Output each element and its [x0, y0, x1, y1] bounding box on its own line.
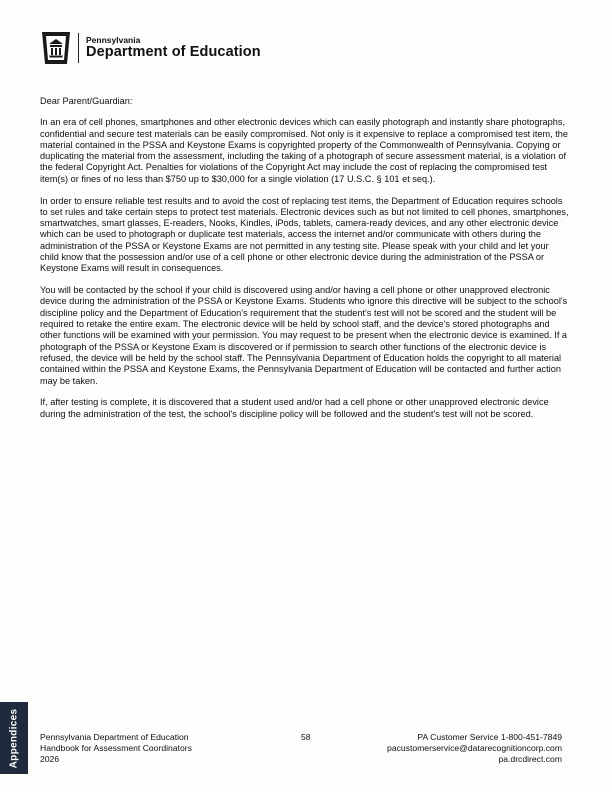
footer-customer-service: PA Customer Service 1-800-451-7849 [417, 732, 562, 742]
letter-paragraph: In order to ensure reliable test results and to avoid the cost of replacing test items, the Department of Education requires schools to set rules and take certain steps to protect test materials. Electronic devices such as but not limited to cell phones, smartphones, smartwatches, smart glasses, E-readers, Nooks, Kindles, iPods, tablets, camera-ready devices, and any other electronic device which can be used to photograph or duplicate test materials, access the internet and/or communicate with others during the administration of the PSSA or Keystone Exams are not permitted in any testing site. Please speak with your child and let your child know that the possession and/or use of a cell phone or other electronic device during the administration of the PSSA or Keystone Exams will result in consequences. [40, 195, 569, 274]
appendices-tab-label: Appendices [8, 708, 20, 768]
footer-left [40, 732, 192, 765]
page-number: 58 [301, 732, 311, 742]
footer-year: 2026 [40, 754, 60, 764]
letter-body [40, 96, 570, 430]
letter-paragraph: You will be contacted by the school if your child is discovered using and/or having a cell phone or other unapproved electronic device during the administration of the PSSA or Keystone Exams. Students who ignore this directive will be subject to the school's discipline policy and the Department of Education's requirement that the student's test will not be scored and the student will be required to retake the entire exam. The electronic device will be held by school staff, and the device's stored photographs and other functions will be examined with your permission. You may request to be present when the electronic device is examined. If a photograph of the PSSA or Keystone Exam is discovered or if permission to search other functions of the electronic device is refused, the device will be held by the school staff. The Pennsylvania Department of Education holds the copyright to all material contained within the PSSA and Keystone Exams, the Pennsylvania Department of Education will be contacted and further action may be taken. [40, 285, 568, 386]
brand-text [86, 36, 261, 60]
brand-department: Department of Education [86, 43, 261, 60]
footer-handbook: Handbook for Assessment Coordinators [40, 743, 192, 753]
footer-website: pa.drcdirect.com [498, 754, 562, 764]
keystone-seal-icon [40, 30, 72, 66]
footer-email: pacustomerservice@datarecognitioncorp.com [387, 743, 562, 753]
footer-org: Pennsylvania Department of Education [40, 732, 189, 742]
letter-paragraph: If, after testing is complete, it is discovered that a student used and/or had a cell phone or other unapproved electronic device during the administration of the test, the school's discipline policy will be followed and the student's test will not be scored. [40, 397, 549, 419]
appendices-tab [0, 702, 28, 774]
brand-state: Pennsylvania [86, 34, 141, 45]
letter-salutation: Dear Parent/Guardian: [40, 96, 133, 106]
footer-right [387, 732, 562, 765]
page-header [40, 28, 261, 68]
letter-paragraph: In an era of cell phones, smartphones and other electronic devices which can easily photograph and instantly share photographs, confidential and secure test materials can be easily compromised. Not only is it expensive to replace a compromised test item, the material contained in the PSSA and Keystone Exams is copyrighted property of the Commonwealth of Pennsylvania. Copying or duplicating the material from the assessment, including the taking of a photograph of secure assessment material, is a violation of the federal Copyright Act. Penalties for violations of the Copyright Act may include the cost of replacing the compromised test item(s) or fines of no less than $750 up to $30,000 for a single violation (17 U.S.C. § 101 et seq.). [40, 117, 569, 184]
header-divider [78, 33, 79, 63]
